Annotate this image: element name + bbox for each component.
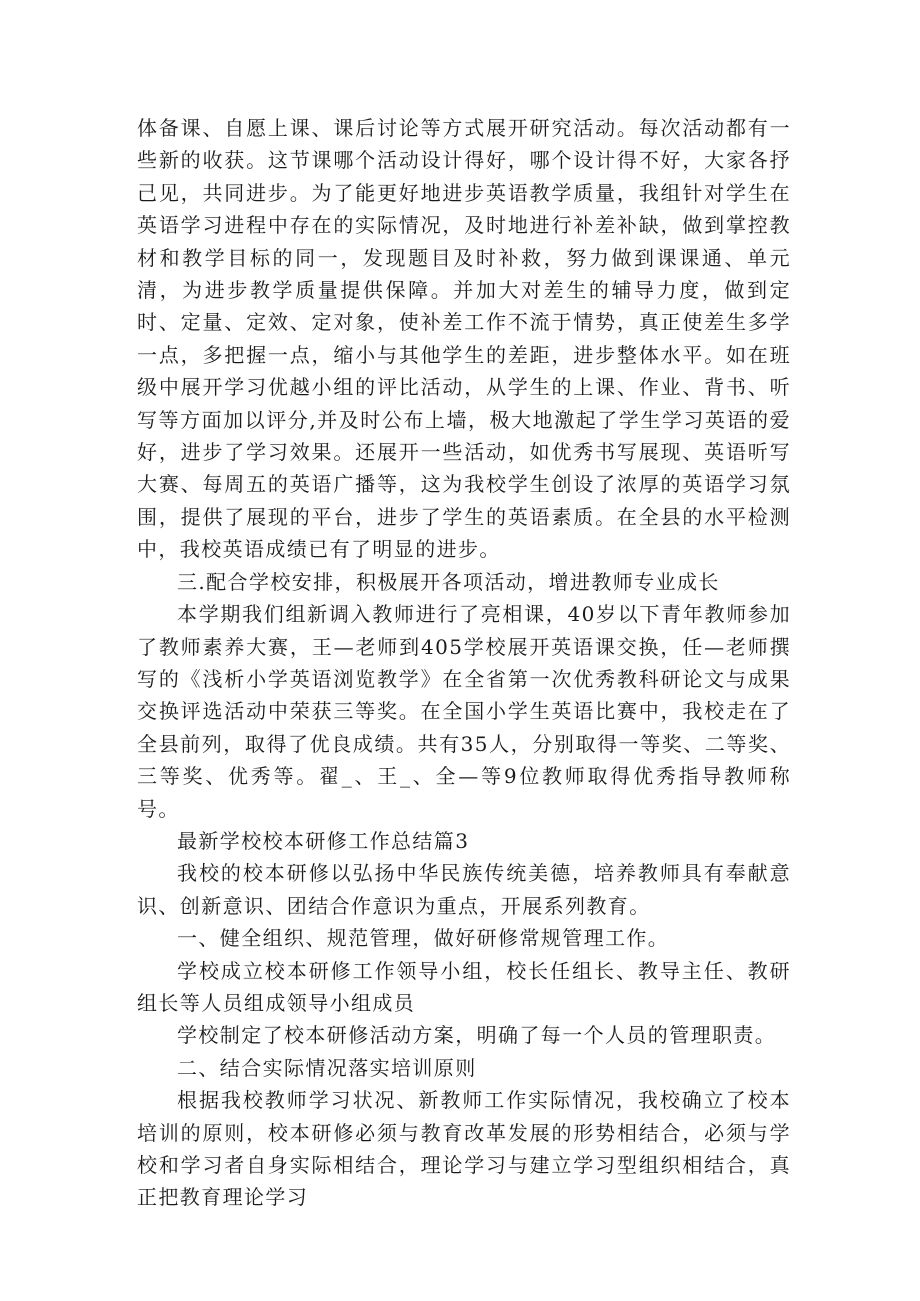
paragraph-continuation: 体备课、自愿上课、课后讨论等方式展开研究活动。每次活动都有一些新的收获。这节课哪个活动设计得好，哪个设计得不好，大家各抒己见，共同进步。为了能更好地进步英语教学质量，我组针对学生在英语学习进程中存在的实际情况，及时地进行补差补缺，做到掌控教材和教学目标的同一，发现题目及时补救，努力做到课课通、单元清，为进步教学质量提供保障。并加大对差生的辅导力度，做到定时、定量、定效、定对象，使补差工作不流于情势，真正使差生多学一点，多把握一点，缩小与其他学生的差距，进步整体水平。如在班级中展开学习优越小组的评比活动，从学生的上课、作业、背书、听写等方面加以评分,并及时公布上墙，极大地激起了学生学习英语的爱好，进步了学习效果。还展开一些活动，如优秀书写展现、英语听写大赛、每周五的英语广播等，这为我校学生创设了浓厚的英语学习氛围，提供了展现的平台，进步了学生的英语素质。在全县的水平检测中，我校英语成绩已有了明显的进步。 — [137, 116, 791, 562]
section-heading-two: 二、结合实际情况落实培训原则 — [177, 1055, 477, 1080]
section-heading-one: 一、健全组织、规范管理，做好研修常规管理工作。 — [177, 926, 670, 951]
article-title-part-3: 最新学校校本研修工作总结篇3 — [177, 828, 470, 853]
paragraph-intro: 我校的校本研修以弘扬中华民族传统美德，培养教师具有奉献意识、创新意识、团结合作意识为重点，开展系列教育。 — [137, 861, 791, 918]
paragraph-principles: 根据我校教师学习状况、新教师工作实际情况，我校确立了校本培训的原则，校本研修必须与教育改革发展的形势相结合，必须与学校和学习者自身实际相结合，理论学习与建立学习型组织相结合，真正把教育理论学习 — [137, 1088, 791, 1210]
paragraph-leadership-group: 学校成立校本研修工作领导小组，校长任组长、教导主任、教研组长等人员组成领导小组成员 — [137, 958, 791, 1015]
paragraph-plan: 学校制定了校本研修活动方案，明确了每一个人员的管理职责。 — [177, 1023, 777, 1048]
document-page — [137, 112, 791, 1214]
paragraph-achievements: 本学期我们组新调入教师进行了亮相课，40岁以下青年教师参加了教师素养大赛，王—老师到405学校展开英语课交换，任—老师撰写的《浅析小学英语浏览教学》在全省第一次优秀教科研论文与成果交换评选活动中荣获三等奖。在全国小学生英语比赛中，我校走在了全县前列，取得了优良成绩。共有35人，分别取得一等奖、二等奖、三等奖、优秀等。翟_、王_、全—等9位教师取得优秀指导教师称号。 — [137, 602, 791, 821]
section-heading-three: 三.配合学校安排，积极展开各项活动，增进教师专业成长 — [177, 569, 720, 594]
